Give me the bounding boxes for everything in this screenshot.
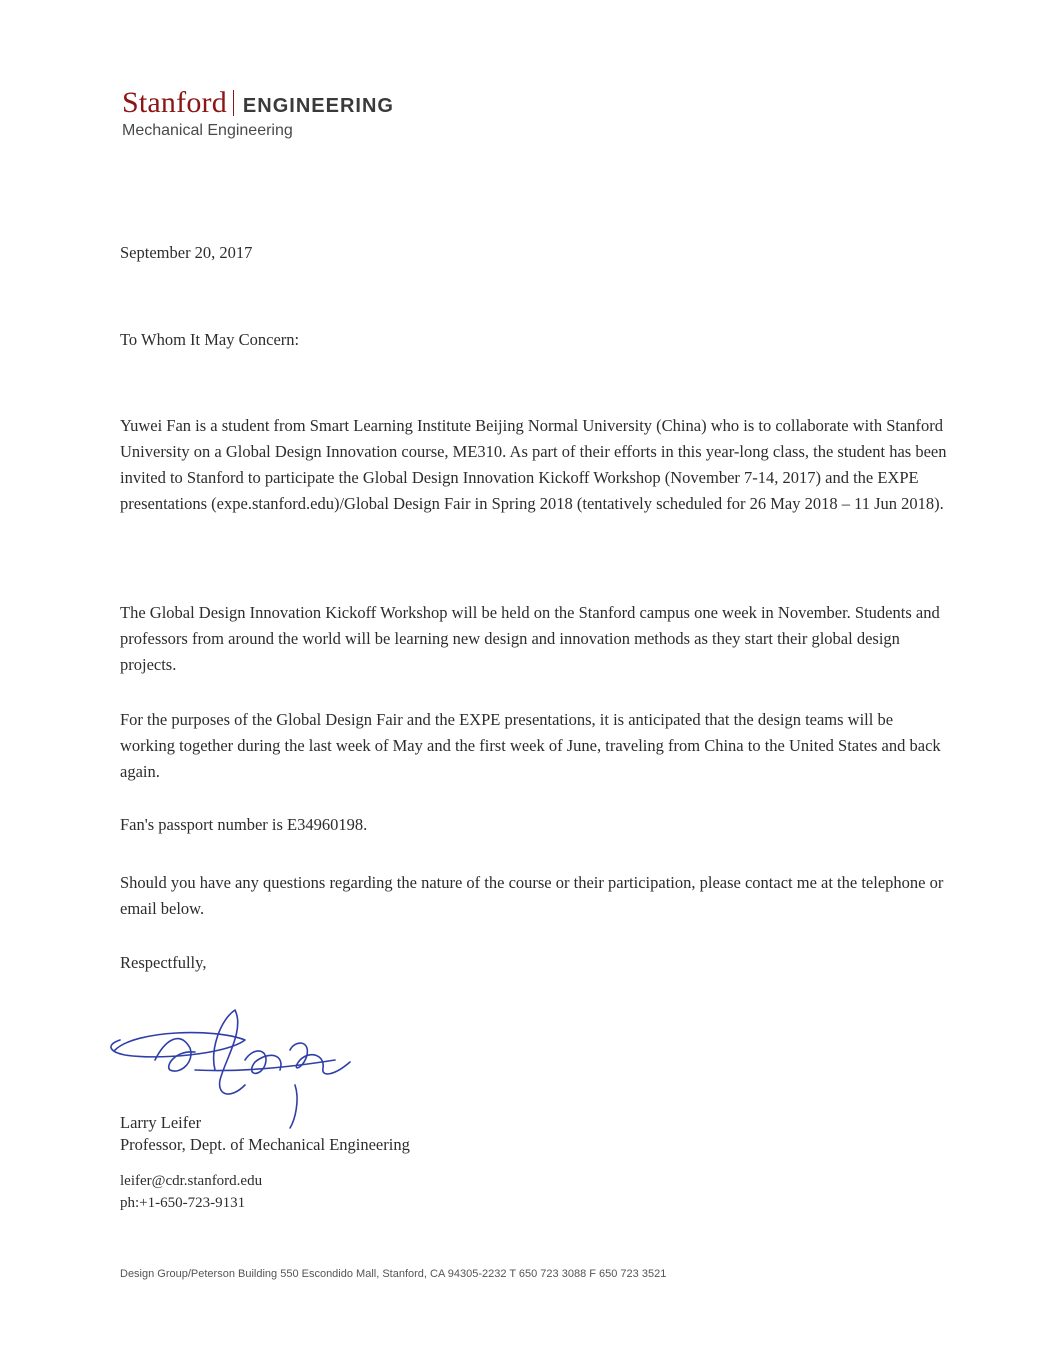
body-paragraph-4: Fan's passport number is E34960198. [120, 815, 368, 834]
body-paragraph-2: The Global Design Innovation Kickoff Workshop will be held on the Stanford campus one week in November. Students and professors from around the world will be learning new design and innovation methods as they start their global design projects. [120, 603, 940, 674]
body-paragraph-1: Yuwei Fan is a student from Smart Learning Institute Beijing Normal University (China) who is to collaborate with Stanford University on a Global Design Innovation course, ME310. As part of their efforts in this year-long class, the student has been invited to Stanford to participate the Global Design Innovation Kickoff Workshop (November 7-14, 2017) and the EXPE presentations (expe.stanford.edu)/Global Design Fair in Spring 2018 (tentatively scheduled for 26 May 2018 – 11 Jun 2018). [120, 416, 947, 513]
letterhead-brand-row [122, 86, 394, 120]
body-paragraph-3: For the purposes of the Global Design Fair and the EXPE presentations, it is anticipated that the design teams will be working together during the last week of May and the first week of June, traveling from China to the United States and back again. [120, 710, 941, 781]
salutation: To Whom It May Concern: [120, 330, 300, 349]
closing: Respectfully, [120, 953, 207, 972]
signer-phone: ph:+1-650-723-9131 [120, 1195, 246, 1211]
signer-name: Larry Leifer [120, 1113, 202, 1132]
stanford-logo-text: Stanford [122, 86, 227, 119]
signer-contact [120, 1170, 262, 1214]
letterhead-footer-address: Design Group/Peterson Building 550 Escondido Mall, Stanford, CA 94305-2232 T 650 723 3088 F 650 723 3521 [120, 1268, 667, 1280]
signer-email: leifer@cdr.stanford.edu [120, 1173, 263, 1189]
body-paragraph-5: Should you have any questions regarding the nature of the course or their participation, please contact me at the telephone or email below. [120, 873, 944, 918]
signer-title: Professor, Dept. of Mechanical Engineering [120, 1135, 410, 1154]
department-name: Mechanical Engineering [122, 122, 293, 139]
letterhead-divider [233, 90, 234, 116]
letterhead [122, 86, 394, 140]
signer-block [120, 1112, 410, 1156]
handwritten-signature [95, 1000, 395, 1130]
school-name: ENGINEERING [242, 95, 394, 117]
letter-date: September 20, 2017 [120, 243, 253, 262]
